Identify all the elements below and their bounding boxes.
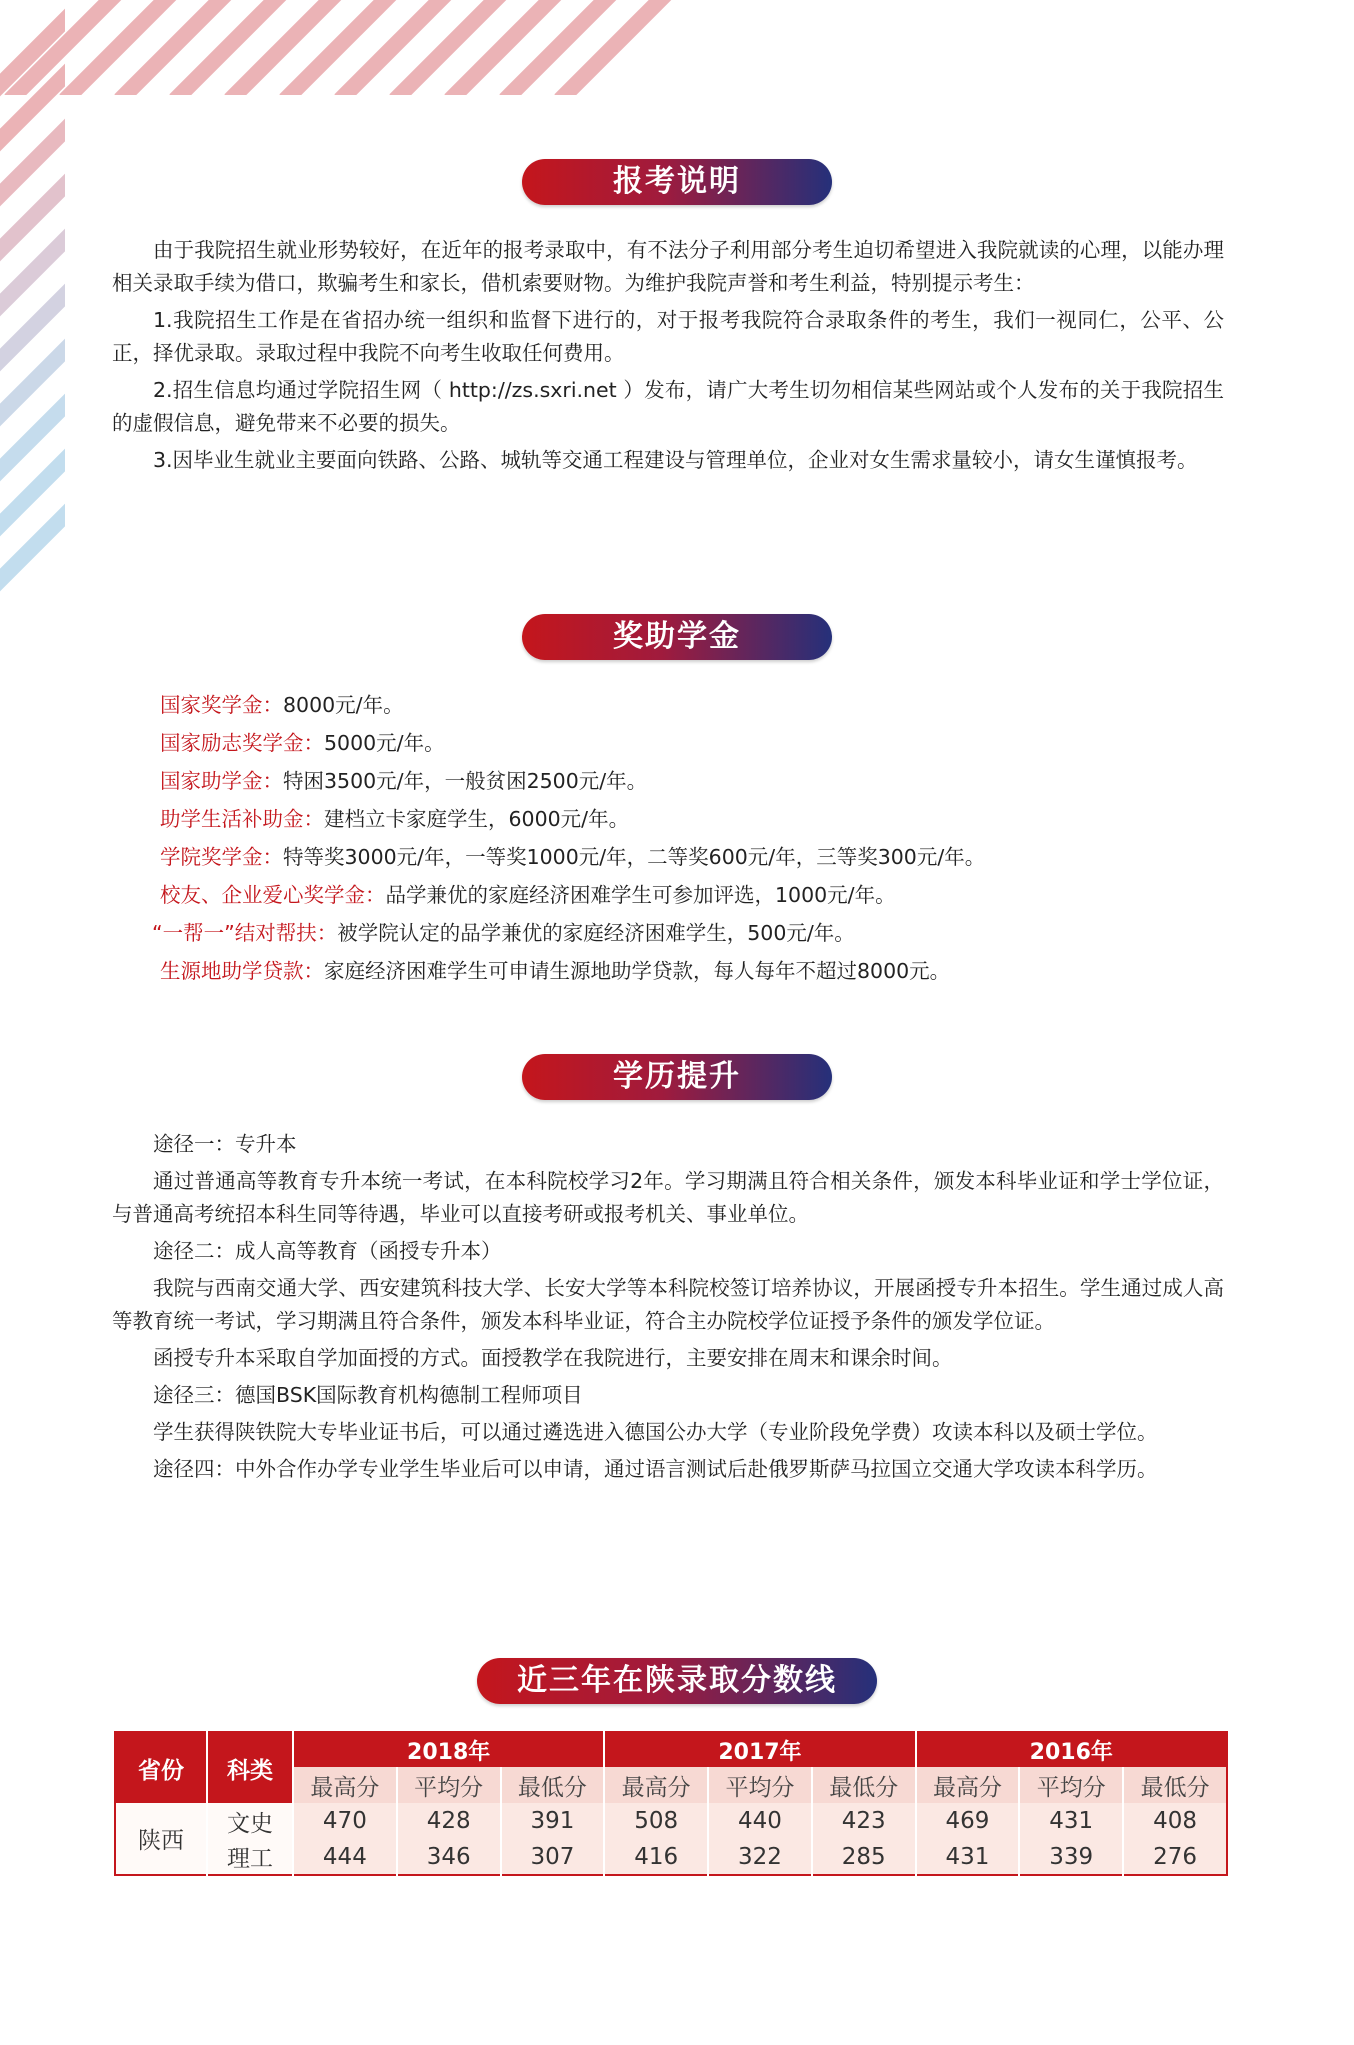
table-row xyxy=(115,1839,1227,1875)
item-text: 8000元/年。 xyxy=(283,693,404,717)
paragraph: 1.我院招生工作是在省招办统一组织和监督下进行的，对于报考我院符合录取条件的考生，我们一视同仁，公平、公正，择优录取。录取过程中我院不向考生收取任何费用。 xyxy=(112,308,1224,365)
cell-score: 444 xyxy=(293,1839,397,1875)
cell-score: 408 xyxy=(1123,1803,1227,1839)
section-title-education xyxy=(0,1054,1354,1100)
item-label: 助学生活补助金： xyxy=(160,807,324,831)
paragraph: 途径一：专升本 xyxy=(153,1132,297,1156)
list-item xyxy=(152,914,1260,952)
header-avg: 平均分 xyxy=(1019,1767,1123,1803)
header-avg: 平均分 xyxy=(397,1767,501,1803)
cell-score: 339 xyxy=(1019,1839,1123,1875)
item-text: 特困3500元/年，一般贫困2500元/年。 xyxy=(283,769,648,793)
cell-score: 431 xyxy=(1019,1803,1123,1839)
item-text: 5000元/年。 xyxy=(324,731,445,755)
header-year: 2016年 xyxy=(916,1732,1227,1767)
list-item xyxy=(160,952,1260,990)
paragraph: 途径四：中外合作办学专业学生毕业后可以申请，通过语言测试后赴俄罗斯萨马拉国立交通大学攻读本科学历。 xyxy=(153,1457,1158,1481)
cell-score: 469 xyxy=(916,1803,1020,1839)
header-max: 最高分 xyxy=(293,1767,397,1803)
paragraph: 途径三：德国BSK国际教育机构德制工程师项目 xyxy=(153,1383,583,1407)
score-table xyxy=(114,1731,1228,1876)
apply-notice-text xyxy=(112,234,1224,477)
header-max: 最高分 xyxy=(604,1767,708,1803)
paragraph: 2.招生信息均通过学院招生网（ http://zs.sxri.net ）发布，请广大考生切勿相信某些网站或个人发布的关于我院招生的虚假信息，避免带来不必要的损失。 xyxy=(112,378,1224,435)
cell-score: 346 xyxy=(397,1839,501,1875)
header-year: 2017年 xyxy=(604,1732,915,1767)
paragraph: 函授专升本采取自学加面授的方式。面授教学在我院进行，主要安排在周末和课余时间。 xyxy=(153,1346,953,1370)
list-item xyxy=(160,838,1260,876)
cell-score: 428 xyxy=(397,1803,501,1839)
item-label: 国家助学金： xyxy=(160,769,283,793)
title-pill: 奖助学金 xyxy=(522,614,832,660)
section-title-scholarship xyxy=(0,614,1354,660)
table-row xyxy=(115,1803,1227,1839)
cell-score: 423 xyxy=(812,1803,916,1839)
header-min: 最低分 xyxy=(501,1767,605,1803)
header-max: 最高分 xyxy=(916,1767,1020,1803)
cell-score: 391 xyxy=(501,1803,605,1839)
header-year: 2018年 xyxy=(293,1732,604,1767)
cell-province: 陕西 xyxy=(115,1803,207,1875)
paragraph: 3.因毕业生就业主要面向铁路、公路、城轨等交通工程建设与管理单位，企业对女生需求量较小，请女生谨慎报考。 xyxy=(153,448,1198,472)
header-province: 省份 xyxy=(115,1732,207,1803)
cell-score: 307 xyxy=(501,1839,605,1875)
paragraph: 由于我院招生就业形势较好，在近年的报考录取中，有不法分子利用部分考生迫切希望进入我院就读的心理，以能办理相关录取手续为借口，欺骗考生和家长，借机索要财物。为维护我院声誉和考生利益，特别提示考生： xyxy=(112,238,1224,295)
cell-score: 416 xyxy=(604,1839,708,1875)
item-label: “一帮一”结对帮扶： xyxy=(152,921,338,945)
section-title-scores xyxy=(0,1658,1354,1704)
paragraph: 通过普通高等教育专升本统一考试，在本科院校学习2年。学习期满且符合相关条件，颁发本科毕业证和学士学位证，与普通高考统招本科生同等待遇，毕业可以直接考研或报考机关、事业单位。 xyxy=(112,1169,1224,1226)
item-label: 学院奖学金： xyxy=(160,845,283,869)
cell-score: 276 xyxy=(1123,1839,1227,1875)
cell-score: 508 xyxy=(604,1803,708,1839)
header-min: 最低分 xyxy=(1123,1767,1227,1803)
cell-score: 440 xyxy=(708,1803,812,1839)
cell-score: 285 xyxy=(812,1839,916,1875)
item-text: 建档立卡家庭学生，6000元/年。 xyxy=(324,807,630,831)
paragraph: 途径二：成人高等教育（函授专升本） xyxy=(153,1239,502,1263)
item-text: 家庭经济困难学生可申请生源地助学贷款，每人每年不超过8000元。 xyxy=(324,959,951,983)
education-text xyxy=(112,1128,1224,1486)
header-min: 最低分 xyxy=(812,1767,916,1803)
list-item xyxy=(160,876,1260,914)
cell-score: 431 xyxy=(916,1839,1020,1875)
item-label: 国家励志奖学金： xyxy=(160,731,324,755)
cell-category: 文史 xyxy=(207,1803,293,1839)
paragraph: 我院与西南交通大学、西安建筑科技大学、长安大学等本科院校签订培养协议，开展函授专升本招生。学生通过成人高等教育统一考试，学习期满且符合条件，颁发本科毕业证，符合主办院校学位证授予条件的颁发学位证。 xyxy=(112,1276,1224,1333)
scholarship-list xyxy=(152,686,1260,990)
list-item xyxy=(160,800,1260,838)
item-label: 校友、企业爱心奖学金： xyxy=(160,883,386,907)
header-avg: 平均分 xyxy=(708,1767,812,1803)
cell-category: 理工 xyxy=(207,1839,293,1875)
list-item xyxy=(160,686,1260,724)
cell-score: 470 xyxy=(293,1803,397,1839)
list-item xyxy=(160,724,1260,762)
paragraph: 学生获得陕铁院大专毕业证书后，可以通过遴选进入德国公办大学（专业阶段免学费）攻读本科以及硕士学位。 xyxy=(153,1420,1158,1444)
section-title-apply xyxy=(0,159,1354,205)
title-pill: 近三年在陕录取分数线 xyxy=(477,1658,877,1704)
list-item xyxy=(160,762,1260,800)
item-label: 生源地助学贷款： xyxy=(160,959,324,983)
item-label: 国家奖学金： xyxy=(160,693,283,717)
item-text: 品学兼优的家庭经济困难学生可参加评选，1000元/年。 xyxy=(385,883,896,907)
item-text: 被学院认定的品学兼优的家庭经济困难学生，500元/年。 xyxy=(337,921,855,945)
item-text: 特等奖3000元/年，一等奖1000元/年，二等奖600元/年，三等奖300元/年。 xyxy=(283,845,986,869)
header-category: 科类 xyxy=(207,1732,293,1803)
title-pill: 报考说明 xyxy=(522,159,832,205)
cell-score: 322 xyxy=(708,1839,812,1875)
title-pill: 学历提升 xyxy=(522,1054,832,1100)
